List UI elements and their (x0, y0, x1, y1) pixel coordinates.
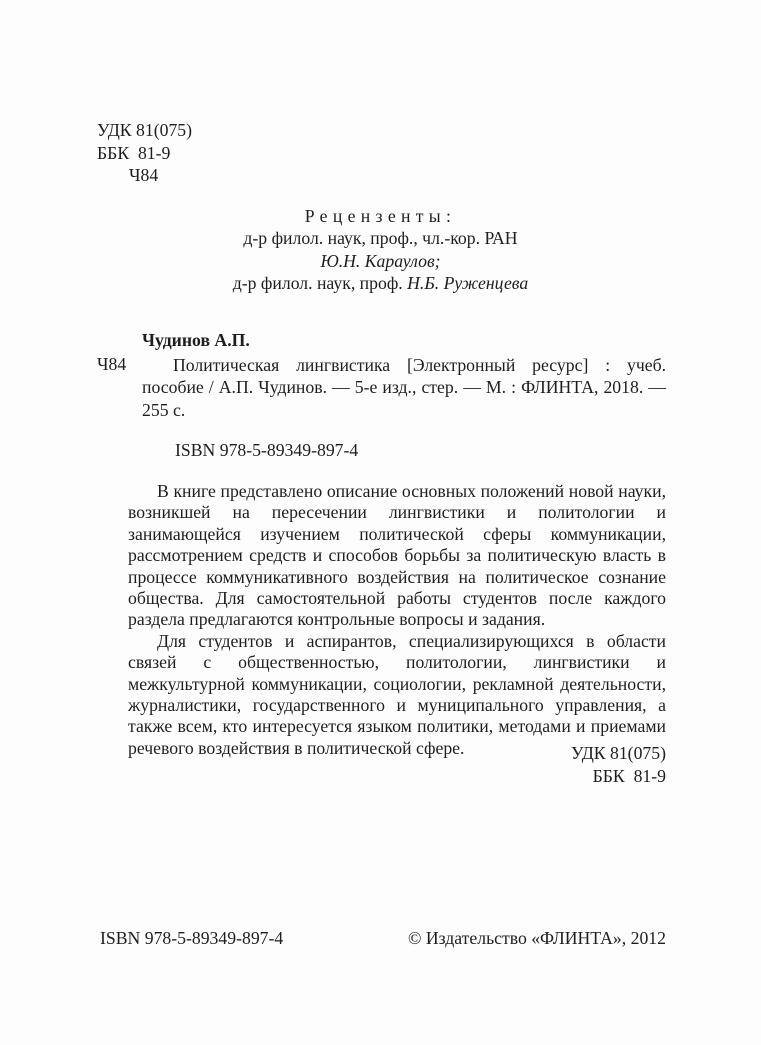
author-heading: Чудинов А.П. (142, 330, 250, 350)
author-sign-code: Ч84 (129, 165, 159, 185)
reviewer-degree-prefix: д-р филол. наук, проф. (232, 273, 408, 294)
udc-code-bottom: УДК 81(075) (570, 743, 666, 763)
catalog-description: Политическая лингвистика [Электронный ресурс] : учеб. пособие / А.П. Чудинов. — 5-е изд., стер. — М. : ФЛИНТА, 2018. — 255 с. (142, 355, 666, 420)
reviewer-degree-line: д-р филол. наук, проф., чл.-кор. РАН (243, 228, 518, 249)
footer-row (100, 928, 666, 949)
catalog-author-sign: Ч84 (97, 354, 127, 374)
reviewers-block (95, 205, 666, 295)
catalog-card (97, 354, 666, 421)
bottom-classification-block (571, 742, 666, 788)
reviewer-name-karaulov: Ю.Н. Караулов; (320, 250, 441, 271)
annotation-paragraph-2: Для студентов и аспирантов, специализирующихся в области связей с общественностью, политологии, лингвистики и межкультурной коммуникации, социологии, рекламной деятельности, журналистики, государственного и муниципального управления, а также всем, кто интересуется языком политики, методами и приемами речевого воздействия в политической сфере. (128, 630, 666, 758)
reviewers-heading: Рецензенты: (304, 206, 457, 226)
bbk-code-bottom: ББК 81-9 (592, 766, 666, 786)
isbn-line: ISBN 978-5-89349-897-4 (175, 440, 359, 460)
reviewer-line-ruzhentseva (95, 272, 666, 294)
footer-isbn: ISBN 978-5-89349-897-4 (100, 928, 284, 948)
annotation-paragraph-1: В книге представлено описание основных положений новой науки, возникшей на пересечении лингвистики и политологии и занимающейся изучением политической сферы коммуникации, рассмотрением средств и способов борьбы за политическую власть в процессе коммуникативного воздействия на политическое сознание общества. Для самостоятельной работы студентов после каждого раздела предлагаются контрольные вопросы и задания. (128, 481, 666, 630)
udc-code: УДК 81(075) (97, 120, 193, 140)
top-classification-block (97, 119, 192, 187)
copyright-notice: © Издательство «ФЛИНТА», 2012 (407, 928, 666, 948)
annotation-block (128, 481, 666, 759)
bbk-code: ББК 81-9 (97, 142, 171, 163)
reviewer-name-ruzhentseva: Н.Б. Руженцева (407, 273, 529, 294)
